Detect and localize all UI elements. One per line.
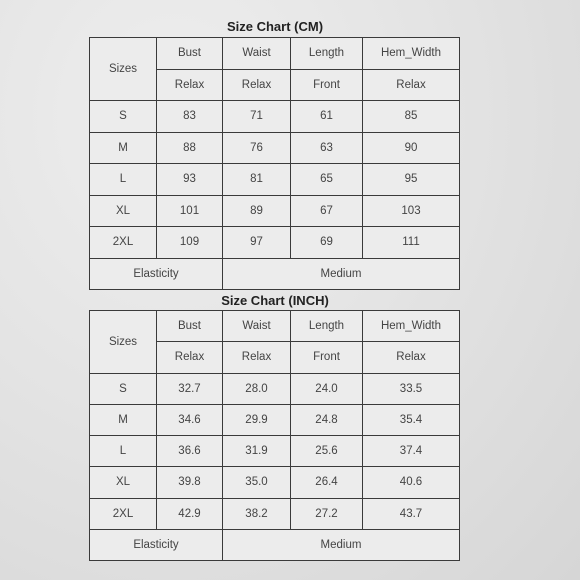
size-cell: XL — [90, 467, 157, 498]
bust-cell: 36.6 — [157, 436, 223, 467]
header-bust: Bust — [157, 38, 223, 70]
table-row — [90, 404, 460, 435]
table-row — [90, 132, 460, 164]
hem-width-cell: 37.4 — [363, 436, 460, 467]
length-cell: 63 — [291, 132, 363, 164]
header-length: Length — [291, 38, 363, 70]
header-bust: Bust — [157, 311, 223, 342]
size-cell: L — [90, 164, 157, 196]
length-cell: 25.6 — [291, 436, 363, 467]
hem-width-cell: 33.5 — [363, 373, 460, 404]
size-chart-cm-table — [89, 37, 460, 290]
length-cell: 61 — [291, 101, 363, 133]
table-row — [90, 436, 460, 467]
bust-cell: 34.6 — [157, 404, 223, 435]
waist-cell: 31.9 — [223, 436, 291, 467]
table-row — [90, 467, 460, 498]
size-chart-inch-title: Size Chart (INCH) — [221, 293, 329, 308]
waist-cell: 89 — [223, 195, 291, 227]
subheader-bust: Relax — [157, 69, 223, 101]
bust-cell: 93 — [157, 164, 223, 196]
sizes-header: Sizes — [90, 311, 157, 374]
header-waist: Waist — [223, 38, 291, 70]
header-hem-width: Hem_Width — [363, 38, 460, 70]
waist-cell: 71 — [223, 101, 291, 133]
elasticity-value: Medium — [223, 529, 460, 560]
elasticity-row — [90, 258, 460, 290]
size-cell: S — [90, 373, 157, 404]
size-cell: 2XL — [90, 227, 157, 259]
waist-cell: 29.9 — [223, 404, 291, 435]
header-hem-width: Hem_Width — [363, 311, 460, 342]
length-cell: 65 — [291, 164, 363, 196]
waist-cell: 35.0 — [223, 467, 291, 498]
sizes-header: Sizes — [90, 38, 157, 101]
size-cell: S — [90, 101, 157, 133]
hem-width-cell: 111 — [363, 227, 460, 259]
table-row — [90, 164, 460, 196]
length-cell: 24.0 — [291, 373, 363, 404]
hem-width-cell: 103 — [363, 195, 460, 227]
header-row — [90, 38, 460, 70]
subheader-length: Front — [291, 69, 363, 101]
bust-cell: 32.7 — [157, 373, 223, 404]
length-cell: 26.4 — [291, 467, 363, 498]
table-row — [90, 498, 460, 529]
subheader-length: Front — [291, 342, 363, 373]
header-row — [90, 311, 460, 342]
length-cell: 69 — [291, 227, 363, 259]
elasticity-label: Elasticity — [90, 529, 223, 560]
header-waist: Waist — [223, 311, 291, 342]
length-cell: 24.8 — [291, 404, 363, 435]
size-cell: XL — [90, 195, 157, 227]
subheader-waist: Relax — [223, 342, 291, 373]
elasticity-value: Medium — [223, 258, 460, 290]
length-cell: 27.2 — [291, 498, 363, 529]
hem-width-cell: 90 — [363, 132, 460, 164]
size-cell: 2XL — [90, 498, 157, 529]
elasticity-row — [90, 529, 460, 560]
table-row — [90, 195, 460, 227]
bust-cell: 109 — [157, 227, 223, 259]
elasticity-label: Elasticity — [90, 258, 223, 290]
bust-cell: 88 — [157, 132, 223, 164]
hem-width-cell: 35.4 — [363, 404, 460, 435]
size-cell: L — [90, 436, 157, 467]
header-length: Length — [291, 311, 363, 342]
waist-cell: 81 — [223, 164, 291, 196]
size-cell: M — [90, 404, 157, 435]
hem-width-cell: 43.7 — [363, 498, 460, 529]
bust-cell: 83 — [157, 101, 223, 133]
subheader-hem-width: Relax — [363, 69, 460, 101]
waist-cell: 97 — [223, 227, 291, 259]
bust-cell: 101 — [157, 195, 223, 227]
subheader-hem-width: Relax — [363, 342, 460, 373]
waist-cell: 28.0 — [223, 373, 291, 404]
hem-width-cell: 85 — [363, 101, 460, 133]
table-row — [90, 373, 460, 404]
waist-cell: 76 — [223, 132, 291, 164]
waist-cell: 38.2 — [223, 498, 291, 529]
subheader-bust: Relax — [157, 342, 223, 373]
size-chart-cm-title: Size Chart (CM) — [226, 19, 324, 34]
size-chart-inch-table — [89, 310, 460, 561]
size-cell: M — [90, 132, 157, 164]
length-cell: 67 — [291, 195, 363, 227]
bust-cell: 39.8 — [157, 467, 223, 498]
hem-width-cell: 95 — [363, 164, 460, 196]
hem-width-cell: 40.6 — [363, 467, 460, 498]
bust-cell: 42.9 — [157, 498, 223, 529]
subheader-waist: Relax — [223, 69, 291, 101]
table-row — [90, 101, 460, 133]
table-row — [90, 227, 460, 259]
